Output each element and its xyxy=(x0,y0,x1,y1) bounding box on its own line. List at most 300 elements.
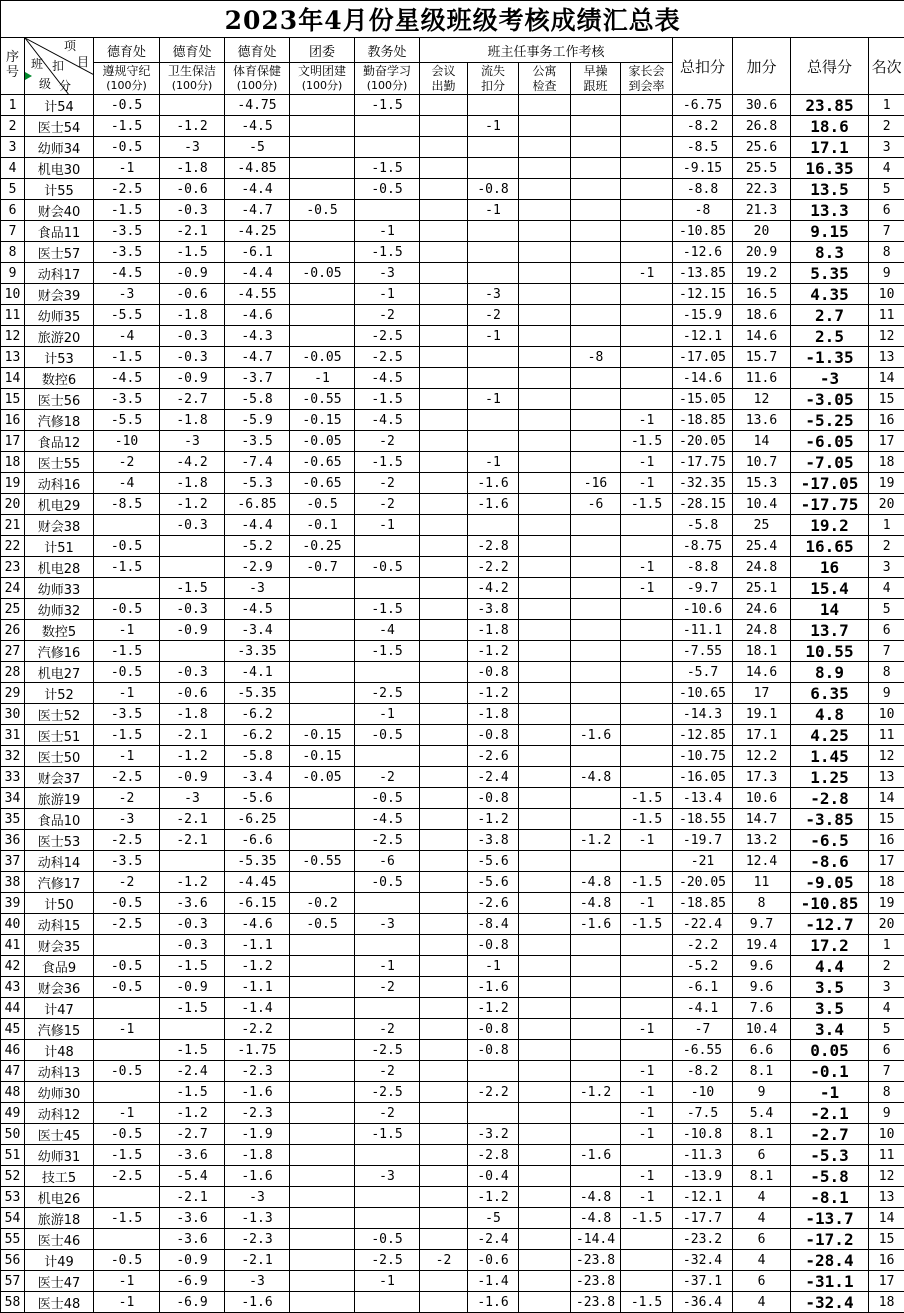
total-score-cell[interactable]: -2.1 xyxy=(791,1103,869,1124)
dorm-inspection-cell[interactable] xyxy=(519,599,571,620)
rank-cell[interactable]: 19 xyxy=(869,473,904,494)
civilized-league-score-cell[interactable] xyxy=(290,1124,355,1145)
bonus-cell[interactable]: 24.8 xyxy=(733,557,791,578)
meeting-attendance-cell[interactable] xyxy=(420,683,468,704)
morning-exercise-cell[interactable] xyxy=(571,935,621,956)
attrition-deduction-cell[interactable]: -2.2 xyxy=(468,557,519,578)
total-score-cell[interactable]: -9.05 xyxy=(791,872,869,893)
parent-meeting-rate-cell[interactable] xyxy=(621,620,673,641)
diligent-study-score-cell[interactable]: -1.5 xyxy=(355,95,420,116)
discipline-score-cell[interactable]: -4 xyxy=(94,473,160,494)
hygiene-score-cell[interactable]: -2.7 xyxy=(160,389,225,410)
class-name-cell[interactable]: 医士50 xyxy=(25,746,94,767)
class-name-cell[interactable]: 计50 xyxy=(25,893,94,914)
total-deduction-cell[interactable]: -36.4 xyxy=(673,1292,733,1313)
civilized-league-score-cell[interactable] xyxy=(290,305,355,326)
meeting-attendance-cell[interactable] xyxy=(420,704,468,725)
hygiene-score-cell[interactable]: -3.6 xyxy=(160,1145,225,1166)
hygiene-score-cell[interactable]: -0.9 xyxy=(160,977,225,998)
seq-cell[interactable]: 16 xyxy=(1,410,25,431)
total-score-cell[interactable]: 10.55 xyxy=(791,641,869,662)
discipline-score-cell[interactable]: -0.5 xyxy=(94,1124,160,1145)
class-name-cell[interactable]: 动科12 xyxy=(25,1103,94,1124)
discipline-score-cell[interactable] xyxy=(94,1187,160,1208)
bonus-cell[interactable]: 20 xyxy=(733,221,791,242)
attrition-deduction-cell[interactable] xyxy=(468,137,519,158)
parent-meeting-rate-cell[interactable]: -1 xyxy=(621,1187,673,1208)
rank-cell[interactable]: 17 xyxy=(869,851,904,872)
dorm-inspection-cell[interactable] xyxy=(519,641,571,662)
total-deduction-cell[interactable]: -8 xyxy=(673,200,733,221)
total-score-cell[interactable]: -12.7 xyxy=(791,914,869,935)
attrition-deduction-cell[interactable] xyxy=(468,1103,519,1124)
total-deduction-cell[interactable]: -21 xyxy=(673,851,733,872)
parent-meeting-rate-cell[interactable] xyxy=(621,767,673,788)
civilized-league-score-cell[interactable]: -0.5 xyxy=(290,914,355,935)
hygiene-score-cell[interactable]: -1.2 xyxy=(160,116,225,137)
total-score-cell[interactable]: 3.5 xyxy=(791,977,869,998)
morning-exercise-cell[interactable] xyxy=(571,326,621,347)
parent-meeting-rate-cell[interactable]: -1.5 xyxy=(621,494,673,515)
bonus-cell[interactable]: 25.5 xyxy=(733,158,791,179)
sports-health-score-cell[interactable]: -4.5 xyxy=(225,116,290,137)
meeting-attendance-cell[interactable] xyxy=(420,1019,468,1040)
total-score-cell[interactable]: -17.05 xyxy=(791,473,869,494)
attrition-deduction-cell[interactable]: -1 xyxy=(468,389,519,410)
bonus-cell[interactable]: 11 xyxy=(733,872,791,893)
total-score-cell[interactable]: 6.35 xyxy=(791,683,869,704)
hygiene-score-cell[interactable]: -1.2 xyxy=(160,872,225,893)
discipline-score-cell[interactable]: -4.5 xyxy=(94,263,160,284)
civilized-league-score-cell[interactable]: -0.15 xyxy=(290,410,355,431)
parent-meeting-rate-cell[interactable] xyxy=(621,200,673,221)
bonus-cell[interactable]: 9.7 xyxy=(733,914,791,935)
civilized-league-score-cell[interactable]: -0.5 xyxy=(290,200,355,221)
class-name-cell[interactable]: 计48 xyxy=(25,1040,94,1061)
diligent-study-score-cell[interactable] xyxy=(355,662,420,683)
dorm-inspection-cell[interactable] xyxy=(519,557,571,578)
meeting-attendance-cell[interactable] xyxy=(420,410,468,431)
total-score-cell[interactable]: 13.5 xyxy=(791,179,869,200)
bonus-cell[interactable]: 25.4 xyxy=(733,536,791,557)
civilized-league-score-cell[interactable]: -0.25 xyxy=(290,536,355,557)
total-deduction-cell[interactable]: -18.55 xyxy=(673,809,733,830)
total-deduction-cell[interactable]: -10.75 xyxy=(673,746,733,767)
class-name-cell[interactable]: 汽修18 xyxy=(25,410,94,431)
seq-cell[interactable]: 24 xyxy=(1,578,25,599)
attrition-deduction-cell[interactable]: -3.8 xyxy=(468,830,519,851)
civilized-league-score-cell[interactable] xyxy=(290,599,355,620)
bonus-cell[interactable]: 6.6 xyxy=(733,1040,791,1061)
class-name-cell[interactable]: 计53 xyxy=(25,347,94,368)
hygiene-score-cell[interactable]: -0.6 xyxy=(160,683,225,704)
sports-health-score-cell[interactable]: -2.3 xyxy=(225,1061,290,1082)
dorm-inspection-cell[interactable] xyxy=(519,473,571,494)
sports-health-score-cell[interactable]: -1.8 xyxy=(225,1145,290,1166)
diligent-study-score-cell[interactable]: -2 xyxy=(355,305,420,326)
hygiene-score-cell[interactable]: -0.3 xyxy=(160,200,225,221)
discipline-score-cell[interactable]: -0.5 xyxy=(94,977,160,998)
dorm-inspection-cell[interactable] xyxy=(519,284,571,305)
diligent-study-score-cell[interactable]: -2 xyxy=(355,1103,420,1124)
hygiene-score-cell[interactable]: -0.3 xyxy=(160,914,225,935)
rank-cell[interactable]: 3 xyxy=(869,137,904,158)
total-deduction-cell[interactable]: -7.55 xyxy=(673,641,733,662)
bonus-cell[interactable]: 24.8 xyxy=(733,620,791,641)
class-name-cell[interactable]: 机电26 xyxy=(25,1187,94,1208)
dorm-inspection-cell[interactable] xyxy=(519,1271,571,1292)
total-deduction-cell[interactable]: -17.7 xyxy=(673,1208,733,1229)
meeting-attendance-cell[interactable] xyxy=(420,179,468,200)
hygiene-score-cell[interactable]: -1.8 xyxy=(160,410,225,431)
sports-health-score-cell[interactable]: -6.6 xyxy=(225,830,290,851)
bonus-cell[interactable]: 14 xyxy=(733,431,791,452)
total-deduction-cell[interactable]: -10.85 xyxy=(673,221,733,242)
discipline-score-cell[interactable]: -0.5 xyxy=(94,956,160,977)
meeting-attendance-cell[interactable] xyxy=(420,305,468,326)
rank-cell[interactable]: 1 xyxy=(869,935,904,956)
diligent-study-score-cell[interactable]: -1 xyxy=(355,221,420,242)
total-deduction-cell[interactable]: -10.6 xyxy=(673,599,733,620)
hygiene-score-cell[interactable]: -3.6 xyxy=(160,1208,225,1229)
class-name-cell[interactable]: 动科15 xyxy=(25,914,94,935)
civilized-league-score-cell[interactable] xyxy=(290,1187,355,1208)
rank-cell[interactable]: 12 xyxy=(869,1166,904,1187)
hygiene-score-cell[interactable]: -1.5 xyxy=(160,998,225,1019)
bonus-cell[interactable]: 7.6 xyxy=(733,998,791,1019)
rank-cell[interactable]: 15 xyxy=(869,1229,904,1250)
parent-meeting-rate-cell[interactable] xyxy=(621,935,673,956)
rank-cell[interactable]: 18 xyxy=(869,1292,904,1313)
diligent-study-score-cell[interactable]: -1 xyxy=(355,1271,420,1292)
dorm-inspection-cell[interactable] xyxy=(519,977,571,998)
meeting-attendance-cell[interactable] xyxy=(420,872,468,893)
rank-cell[interactable]: 13 xyxy=(869,767,904,788)
parent-meeting-rate-cell[interactable]: -1 xyxy=(621,578,673,599)
parent-meeting-rate-cell[interactable] xyxy=(621,662,673,683)
civilized-league-score-cell[interactable] xyxy=(290,95,355,116)
dorm-inspection-cell[interactable] xyxy=(519,1250,571,1271)
dorm-inspection-cell[interactable] xyxy=(519,956,571,977)
hygiene-score-cell[interactable] xyxy=(160,851,225,872)
total-deduction-cell[interactable]: -5.2 xyxy=(673,956,733,977)
dorm-inspection-cell[interactable] xyxy=(519,368,571,389)
dorm-inspection-cell[interactable] xyxy=(519,95,571,116)
attrition-deduction-cell[interactable]: -0.6 xyxy=(468,1250,519,1271)
class-name-cell[interactable]: 数控6 xyxy=(25,368,94,389)
sports-health-score-cell[interactable]: -6.25 xyxy=(225,809,290,830)
civilized-league-score-cell[interactable] xyxy=(290,1229,355,1250)
civilized-league-score-cell[interactable] xyxy=(290,1082,355,1103)
bonus-cell[interactable]: 10.6 xyxy=(733,788,791,809)
diligent-study-score-cell[interactable]: -1.5 xyxy=(355,242,420,263)
discipline-score-cell[interactable] xyxy=(94,515,160,536)
dorm-inspection-cell[interactable] xyxy=(519,1040,571,1061)
sports-health-score-cell[interactable]: -5.3 xyxy=(225,473,290,494)
discipline-score-cell[interactable]: -1 xyxy=(94,1019,160,1040)
civilized-league-score-cell[interactable] xyxy=(290,809,355,830)
seq-cell[interactable]: 9 xyxy=(1,263,25,284)
hygiene-score-cell[interactable]: -5.4 xyxy=(160,1166,225,1187)
sports-health-score-cell[interactable]: -3.5 xyxy=(225,431,290,452)
total-score-cell[interactable]: -31.1 xyxy=(791,1271,869,1292)
total-score-cell[interactable]: -6.5 xyxy=(791,830,869,851)
class-name-cell[interactable]: 医士54 xyxy=(25,116,94,137)
meeting-attendance-cell[interactable] xyxy=(420,599,468,620)
rank-cell[interactable]: 8 xyxy=(869,662,904,683)
parent-meeting-rate-cell[interactable] xyxy=(621,221,673,242)
civilized-league-score-cell[interactable]: -0.15 xyxy=(290,746,355,767)
civilized-league-score-cell[interactable] xyxy=(290,1103,355,1124)
parent-meeting-rate-cell[interactable] xyxy=(621,998,673,1019)
hygiene-score-cell[interactable]: -0.9 xyxy=(160,1250,225,1271)
hygiene-score-cell[interactable]: -2.1 xyxy=(160,221,225,242)
hygiene-score-cell[interactable]: -1.2 xyxy=(160,746,225,767)
seq-cell[interactable]: 37 xyxy=(1,851,25,872)
meeting-attendance-cell[interactable] xyxy=(420,200,468,221)
parent-meeting-rate-cell[interactable] xyxy=(621,95,673,116)
total-deduction-cell[interactable]: -8.2 xyxy=(673,1061,733,1082)
sports-health-score-cell[interactable]: -1.6 xyxy=(225,1082,290,1103)
morning-exercise-cell[interactable] xyxy=(571,242,621,263)
attrition-deduction-cell[interactable]: -1.6 xyxy=(468,473,519,494)
dorm-inspection-cell[interactable] xyxy=(519,158,571,179)
rank-cell[interactable]: 5 xyxy=(869,1019,904,1040)
discipline-score-cell[interactable]: -2.5 xyxy=(94,767,160,788)
rank-cell[interactable]: 1 xyxy=(869,515,904,536)
bonus-cell[interactable]: 17.1 xyxy=(733,725,791,746)
total-deduction-cell[interactable]: -5.8 xyxy=(673,515,733,536)
total-deduction-cell[interactable]: -8.8 xyxy=(673,179,733,200)
class-name-cell[interactable]: 财会35 xyxy=(25,935,94,956)
discipline-score-cell[interactable]: -4 xyxy=(94,326,160,347)
discipline-score-cell[interactable]: -3 xyxy=(94,809,160,830)
class-name-cell[interactable]: 医士47 xyxy=(25,1271,94,1292)
seq-cell[interactable]: 15 xyxy=(1,389,25,410)
bonus-cell[interactable]: 6 xyxy=(733,1271,791,1292)
attrition-deduction-cell[interactable] xyxy=(468,1061,519,1082)
hygiene-score-cell[interactable] xyxy=(160,95,225,116)
parent-meeting-rate-cell[interactable]: -1.5 xyxy=(621,788,673,809)
total-deduction-cell[interactable]: -19.7 xyxy=(673,830,733,851)
morning-exercise-cell[interactable]: -1.6 xyxy=(571,725,621,746)
rank-cell[interactable]: 16 xyxy=(869,830,904,851)
rank-cell[interactable]: 10 xyxy=(869,1124,904,1145)
civilized-league-score-cell[interactable]: -0.7 xyxy=(290,557,355,578)
meeting-attendance-cell[interactable] xyxy=(420,473,468,494)
seq-cell[interactable]: 2 xyxy=(1,116,25,137)
civilized-league-score-cell[interactable] xyxy=(290,956,355,977)
discipline-score-cell[interactable] xyxy=(94,1040,160,1061)
seq-cell[interactable]: 30 xyxy=(1,704,25,725)
total-score-cell[interactable]: -0.1 xyxy=(791,1061,869,1082)
total-score-cell[interactable]: -10.85 xyxy=(791,893,869,914)
attrition-deduction-cell[interactable]: -1.8 xyxy=(468,620,519,641)
morning-exercise-cell[interactable] xyxy=(571,221,621,242)
morning-exercise-cell[interactable] xyxy=(571,809,621,830)
rank-cell[interactable]: 2 xyxy=(869,956,904,977)
bonus-cell[interactable]: 11.6 xyxy=(733,368,791,389)
total-score-cell[interactable]: 23.85 xyxy=(791,95,869,116)
total-deduction-cell[interactable]: -8.75 xyxy=(673,536,733,557)
parent-meeting-rate-cell[interactable]: -1 xyxy=(621,893,673,914)
rank-cell[interactable]: 5 xyxy=(869,179,904,200)
class-name-cell[interactable]: 动科14 xyxy=(25,851,94,872)
dorm-inspection-cell[interactable] xyxy=(519,1187,571,1208)
hygiene-score-cell[interactable]: -1.8 xyxy=(160,704,225,725)
bonus-cell[interactable]: 5.4 xyxy=(733,1103,791,1124)
total-score-cell[interactable]: 16 xyxy=(791,557,869,578)
class-name-cell[interactable]: 机电29 xyxy=(25,494,94,515)
sports-health-score-cell[interactable]: -1.6 xyxy=(225,1166,290,1187)
sports-health-score-cell[interactable]: -4.45 xyxy=(225,872,290,893)
sports-health-score-cell[interactable]: -4.7 xyxy=(225,200,290,221)
dorm-inspection-cell[interactable] xyxy=(519,1061,571,1082)
hygiene-score-cell[interactable]: -1.5 xyxy=(160,1040,225,1061)
bonus-cell[interactable]: 6 xyxy=(733,1229,791,1250)
rank-cell[interactable]: 16 xyxy=(869,1250,904,1271)
rank-cell[interactable]: 15 xyxy=(869,389,904,410)
attrition-deduction-cell[interactable]: -1.4 xyxy=(468,1271,519,1292)
total-deduction-cell[interactable]: -15.9 xyxy=(673,305,733,326)
civilized-league-score-cell[interactable] xyxy=(290,326,355,347)
total-deduction-cell[interactable]: -12.1 xyxy=(673,1187,733,1208)
attrition-deduction-cell[interactable]: -5 xyxy=(468,1208,519,1229)
total-deduction-cell[interactable]: -20.05 xyxy=(673,872,733,893)
discipline-score-cell[interactable] xyxy=(94,578,160,599)
bonus-cell[interactable]: 15.3 xyxy=(733,473,791,494)
attrition-deduction-cell[interactable]: -0.8 xyxy=(468,1019,519,1040)
hygiene-score-cell[interactable]: -1.2 xyxy=(160,494,225,515)
parent-meeting-rate-cell[interactable] xyxy=(621,683,673,704)
diligent-study-score-cell[interactable] xyxy=(355,935,420,956)
bonus-cell[interactable]: 26.8 xyxy=(733,116,791,137)
seq-cell[interactable]: 8 xyxy=(1,242,25,263)
morning-exercise-cell[interactable] xyxy=(571,200,621,221)
total-deduction-cell[interactable]: -13.85 xyxy=(673,263,733,284)
discipline-score-cell[interactable]: -10 xyxy=(94,431,160,452)
morning-exercise-cell[interactable] xyxy=(571,179,621,200)
total-deduction-cell[interactable]: -10.65 xyxy=(673,683,733,704)
hygiene-score-cell[interactable]: -4.2 xyxy=(160,452,225,473)
discipline-score-cell[interactable]: -1 xyxy=(94,1271,160,1292)
total-score-cell[interactable]: 1.45 xyxy=(791,746,869,767)
sports-health-score-cell[interactable]: -3.4 xyxy=(225,620,290,641)
seq-cell[interactable]: 55 xyxy=(1,1229,25,1250)
morning-exercise-cell[interactable] xyxy=(571,158,621,179)
parent-meeting-rate-cell[interactable] xyxy=(621,284,673,305)
diligent-study-score-cell[interactable]: -2 xyxy=(355,1061,420,1082)
morning-exercise-cell[interactable] xyxy=(571,410,621,431)
morning-exercise-cell[interactable] xyxy=(571,95,621,116)
sports-health-score-cell[interactable]: -5.2 xyxy=(225,536,290,557)
sports-health-score-cell[interactable]: -4.6 xyxy=(225,914,290,935)
parent-meeting-rate-cell[interactable] xyxy=(621,137,673,158)
civilized-league-score-cell[interactable]: -0.05 xyxy=(290,767,355,788)
total-deduction-cell[interactable]: -8.8 xyxy=(673,557,733,578)
dorm-inspection-cell[interactable] xyxy=(519,1229,571,1250)
dorm-inspection-cell[interactable] xyxy=(519,389,571,410)
diligent-study-score-cell[interactable]: -3 xyxy=(355,1166,420,1187)
bonus-cell[interactable]: 17 xyxy=(733,683,791,704)
total-score-cell[interactable]: -5.8 xyxy=(791,1166,869,1187)
sports-health-score-cell[interactable]: -4.75 xyxy=(225,95,290,116)
dorm-inspection-cell[interactable] xyxy=(519,137,571,158)
attrition-deduction-cell[interactable]: -1 xyxy=(468,956,519,977)
diligent-study-score-cell[interactable]: -3 xyxy=(355,263,420,284)
diligent-study-score-cell[interactable] xyxy=(355,1145,420,1166)
attrition-deduction-cell[interactable]: -2 xyxy=(468,305,519,326)
parent-meeting-rate-cell[interactable]: -1 xyxy=(621,263,673,284)
discipline-score-cell[interactable]: -1.5 xyxy=(94,200,160,221)
morning-exercise-cell[interactable] xyxy=(571,851,621,872)
civilized-league-score-cell[interactable]: -0.1 xyxy=(290,515,355,536)
seq-cell[interactable]: 53 xyxy=(1,1187,25,1208)
diligent-study-score-cell[interactable]: -3 xyxy=(355,914,420,935)
morning-exercise-cell[interactable] xyxy=(571,977,621,998)
sports-health-score-cell[interactable]: -3 xyxy=(225,1271,290,1292)
bonus-cell[interactable]: 20.9 xyxy=(733,242,791,263)
discipline-score-cell[interactable]: -1 xyxy=(94,158,160,179)
attrition-deduction-cell[interactable]: -2.6 xyxy=(468,746,519,767)
hygiene-score-cell[interactable]: -3.6 xyxy=(160,893,225,914)
civilized-league-score-cell[interactable]: -0.55 xyxy=(290,851,355,872)
seq-cell[interactable]: 50 xyxy=(1,1124,25,1145)
class-name-cell[interactable]: 汽修16 xyxy=(25,641,94,662)
bonus-cell[interactable]: 30.6 xyxy=(733,95,791,116)
sports-health-score-cell[interactable]: -1.4 xyxy=(225,998,290,1019)
rank-cell[interactable]: 11 xyxy=(869,725,904,746)
meeting-attendance-cell[interactable] xyxy=(420,1145,468,1166)
meeting-attendance-cell[interactable] xyxy=(420,158,468,179)
class-name-cell[interactable]: 幼师32 xyxy=(25,599,94,620)
dorm-inspection-cell[interactable] xyxy=(519,872,571,893)
seq-cell[interactable]: 31 xyxy=(1,725,25,746)
dorm-inspection-cell[interactable] xyxy=(519,788,571,809)
hygiene-score-cell[interactable]: -2.1 xyxy=(160,1187,225,1208)
total-deduction-cell[interactable]: -12.15 xyxy=(673,284,733,305)
hygiene-score-cell[interactable]: -0.3 xyxy=(160,326,225,347)
sports-health-score-cell[interactable]: -4.4 xyxy=(225,515,290,536)
morning-exercise-cell[interactable] xyxy=(571,1061,621,1082)
diligent-study-score-cell[interactable]: -1 xyxy=(355,515,420,536)
bonus-cell[interactable]: 22.3 xyxy=(733,179,791,200)
hygiene-score-cell[interactable] xyxy=(160,536,225,557)
rank-cell[interactable]: 8 xyxy=(869,242,904,263)
civilized-league-score-cell[interactable] xyxy=(290,1271,355,1292)
diligent-study-score-cell[interactable] xyxy=(355,536,420,557)
seq-cell[interactable]: 17 xyxy=(1,431,25,452)
sports-health-score-cell[interactable]: -4.3 xyxy=(225,326,290,347)
sports-health-score-cell[interactable]: -4.4 xyxy=(225,179,290,200)
seq-cell[interactable]: 10 xyxy=(1,284,25,305)
hygiene-score-cell[interactable]: -3.6 xyxy=(160,1229,225,1250)
diligent-study-score-cell[interactable]: -2 xyxy=(355,494,420,515)
civilized-league-score-cell[interactable]: -0.5 xyxy=(290,494,355,515)
discipline-score-cell[interactable]: -3.5 xyxy=(94,242,160,263)
sports-health-score-cell[interactable]: -4.4 xyxy=(225,263,290,284)
morning-exercise-cell[interactable] xyxy=(571,704,621,725)
class-name-cell[interactable]: 幼师31 xyxy=(25,1145,94,1166)
morning-exercise-cell[interactable] xyxy=(571,137,621,158)
civilized-league-score-cell[interactable] xyxy=(290,116,355,137)
discipline-score-cell[interactable]: -2.5 xyxy=(94,1166,160,1187)
morning-exercise-cell[interactable]: -4.8 xyxy=(571,872,621,893)
class-name-cell[interactable]: 医士45 xyxy=(25,1124,94,1145)
total-deduction-cell[interactable]: -7 xyxy=(673,1019,733,1040)
hygiene-score-cell[interactable]: -1.2 xyxy=(160,1103,225,1124)
meeting-attendance-cell[interactable] xyxy=(420,935,468,956)
